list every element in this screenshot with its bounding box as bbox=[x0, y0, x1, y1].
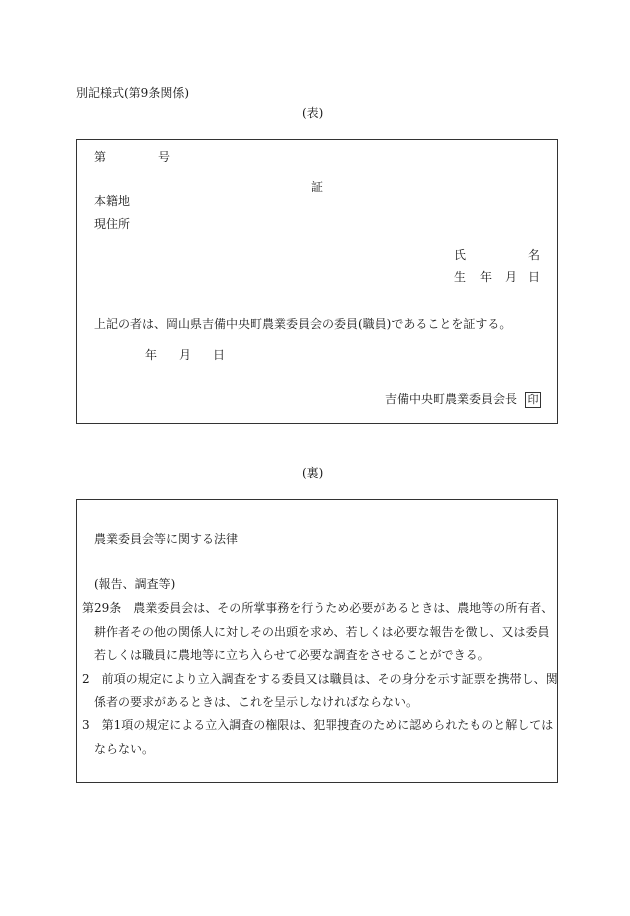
address-label: 現住所 bbox=[94, 217, 131, 231]
issue-date-month: 月 bbox=[179, 348, 192, 362]
certificate-title: 証 bbox=[311, 180, 324, 194]
back-side-label: (裏) bbox=[302, 466, 324, 480]
certification-statement: 上記の者は、岡山県吉備中央町農業委員会の委員(職員)であることを証する。 bbox=[94, 317, 512, 331]
birth-year: 年 bbox=[480, 270, 493, 284]
law-text-line: 2 前項の規定により立入調査をする委員又は職員は、その身分を示す証票を携帯し、関 bbox=[82, 672, 558, 686]
birth-sei: 生 bbox=[454, 270, 467, 284]
honseki-label: 本籍地 bbox=[94, 194, 131, 208]
law-text-line: 係者の要求があるときは、これを呈示しなければならない。 bbox=[94, 695, 419, 709]
form-title: 別記様式(第9条関係) bbox=[76, 86, 189, 100]
birth-month: 月 bbox=[505, 270, 518, 284]
number-prefix: 第 bbox=[94, 150, 107, 164]
section-heading: (報告、調査等) bbox=[94, 577, 176, 591]
law-title: 農業委員会等に関する法律 bbox=[94, 532, 239, 546]
law-text-line: 耕作者その他の関係人に対しその出頭を求め、若しくは必要な報告を徴し、又は委員 bbox=[94, 625, 550, 639]
number-suffix: 号 bbox=[158, 150, 171, 164]
law-text-line: 若しくは職員に農地等に立ち入らせて必要な調査をさせることができる。 bbox=[94, 648, 490, 662]
issuer-line bbox=[385, 390, 541, 408]
front-side-label: (表) bbox=[302, 106, 324, 120]
seal-stamp: 印 bbox=[525, 392, 541, 408]
issuer-name: 吉備中央町農業委員会長 bbox=[385, 392, 518, 406]
name-char-1: 氏 bbox=[454, 248, 467, 262]
issue-date-day: 日 bbox=[213, 348, 226, 362]
law-text-line: 3 第1項の規定による立入調査の権限は、犯罪捜査のために認められたものと解しては bbox=[82, 718, 554, 732]
law-text-line: 第29条 農業委員会は、その所掌事務を行うため必要があるときは、農地等の所有者、 bbox=[82, 601, 554, 615]
law-text-line: ならない。 bbox=[94, 742, 155, 756]
name-char-2: 名 bbox=[528, 248, 541, 262]
birth-day: 日 bbox=[528, 270, 541, 284]
issue-date-year: 年 bbox=[145, 348, 158, 362]
